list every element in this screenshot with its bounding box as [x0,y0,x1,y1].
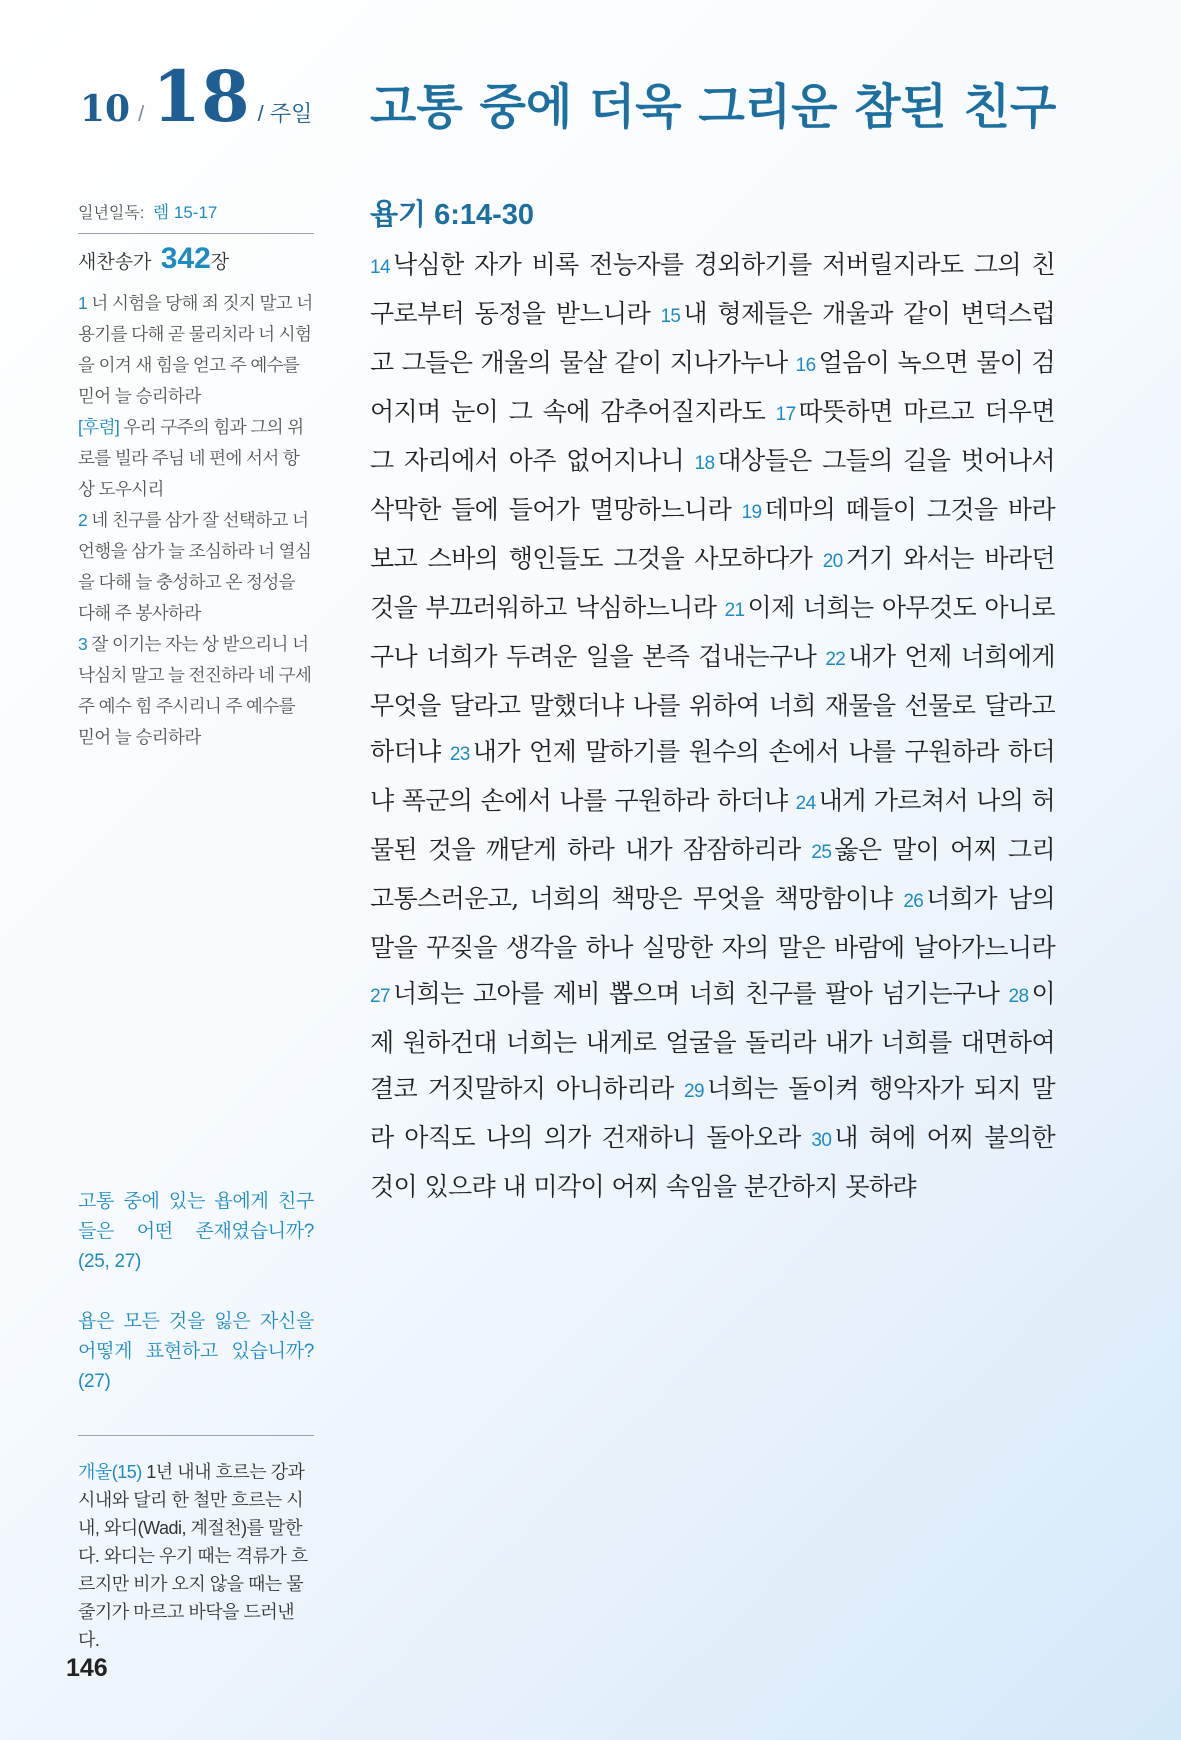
hymn-suffix: 장 [210,252,230,273]
divider [78,233,314,234]
hymn-verse [78,412,314,505]
verse-text: 내가 언제 말하기를 원수의 손에서 나를 구원하라 하더냐 폭군의 손에서 나를 구원하라 하더냐 [370,737,1056,815]
date-month: 10 [80,88,131,130]
hymn-verse-text: 잘 이기는 자는 상 받으리니 너 낙심치 말고 늘 전진하라 네 구세주 예수 힘 주시리니 주 예수를 믿어 늘 승리하라 [78,634,312,747]
verse-number: 30 [811,1130,832,1151]
hymn-label: 새찬송가 [78,252,152,273]
verse-text: 거기 와서는 바라던 것을 부끄러워하고 낙심하느니라 [370,544,1055,622]
verse-text: 이제 원하건대 너희는 내게로 얼굴을 돌리라 내가 너희를 대면하여 결코 거짓말하지 아니하리라 [370,979,1055,1103]
date-heading [80,55,313,138]
footnote [78,1458,314,1654]
page-title: 고통 중에 더욱 그리운 참된 친구 [370,79,1057,135]
verse-text: 얼음이 녹으면 물이 검어지며 눈이 그 속에 감추어질지라도 [370,348,1055,426]
verse-number: 26 [903,891,924,912]
scripture-passage [370,242,1055,1210]
verse-number: 27 [370,986,390,1007]
hymn-heading [78,242,229,276]
verse-text: 내가 언제 너희에게 무엇을 달라고 말했더냐 나를 위하여 너희 재물을 선물로 달라고 하더냐 [370,642,1055,766]
verse-number: 16 [795,355,816,376]
date-day-of-week: / 주일 [257,101,313,126]
verse-number: 17 [775,404,796,425]
verse-text: 내 혀에 어찌 불의한 것이 있으랴 내 미각이 어찌 속임을 분간하지 못하랴 [370,1123,1055,1201]
question-2: 욥은 모든 것을 잃은 자신을 어떻게 표현하고 있습니까? (27) [78,1311,314,1392]
verse-text: 데마의 떼들이 그것을 바라보고 스바의 행인들도 그것을 사모하다가 [370,495,1055,573]
date-day: 18 [152,55,250,138]
hymn-verse-text: 네 친구를 삼가 잘 선택하고 너 언행을 삼가 늘 조심하라 너 열심을 다해 늘 충성하고 온 정성을 다해 주 봉사하라 [78,510,312,623]
verse-number: 15 [660,306,681,327]
verse-text: 너희는 돌이켜 행악자가 되지 말라 아직도 나의 의가 건재하니 돌아오라 [370,1074,1055,1152]
verse-number: 18 [694,453,715,474]
verse-text: 너희는 고아를 제비 뽑으며 너희 친구를 팔아 넘기는구나 [392,979,1009,1008]
divider [78,1435,314,1436]
verse-number: 20 [822,551,843,572]
hymn-verse-number: 2 [78,510,88,530]
verse-text: 너희가 남의 말을 꾸짖을 생각을 하나 실망한 자의 말은 바람에 날아가느니라 [370,884,1055,962]
verse-text: 따뜻하면 마르고 더우면 그 자리에서 아주 없어지나니 [370,397,1055,475]
verse-number: 29 [684,1081,704,1102]
verse-number: 14 [370,257,390,278]
date-separator: / [138,101,145,126]
question-1: 고통 중에 있는 욥에게 친구들은 어떤 존재였습니까? (25, 27) [78,1191,314,1272]
verse-number: 19 [741,502,762,523]
hymn-verse-text: 우리 구주의 힘과 그의 위로를 빌라 주님 네 편에 서서 항상 도우시리 [78,417,304,499]
hymn-verse [78,505,314,629]
page-number: 146 [66,1654,108,1682]
yearly-reading-ref: 렘 15-17 [152,203,218,222]
verse-text: 내 형제들은 개울과 같이 변덕스럽고 그들은 개울의 물살 같이 지나가누나 [370,299,1055,377]
hymn-verse-number: [후렴] [78,417,120,437]
hymn-verse [78,288,314,412]
hymn-number: 342 [160,242,211,275]
verse-text: 대상들은 그들의 길을 벗어나서 삭막한 들에 들어가 멸망하느니라 [370,446,1055,524]
reflection-questions [78,1187,314,1427]
verse-number: 21 [724,600,745,621]
hymn-verse-text: 너 시험을 당해 죄 짓지 말고 너 용기를 다해 곧 물리치라 너 시험을 이겨 새 힘을 얻고 주 예수를 믿어 늘 승리하라 [78,293,313,406]
verse-text: 옳은 말이 어찌 그리 고통스러운고, 너희의 책망은 무엇을 책망함이냐 [370,835,1055,913]
verse-text: 이제 너희는 아무것도 아니로구나 너희가 두려운 일을 본즉 겁내는구나 [370,593,1055,671]
verse-text: 낙심한 자가 비록 전능자를 경외하기를 저버릴지라도 그의 친구로부터 동정을 받느니라 [370,250,1055,328]
hymn-verses [78,288,314,753]
verse-text: 내게 가르쳐서 나의 허물된 것을 깨닫게 하라 내가 잠잠하리라 [370,786,1055,864]
hymn-verse [78,629,314,753]
verse-number: 25 [811,842,832,863]
verse-number: 28 [1008,986,1029,1007]
hymn-verse-number: 3 [78,634,88,654]
verse-number: 24 [795,793,816,814]
verse-number: 23 [449,744,470,765]
yearly-reading [78,198,217,223]
footnote-term: 개울(15) [78,1462,142,1482]
hymn-verse-number: 1 [78,293,88,313]
verse-number: 22 [825,649,846,670]
yearly-reading-label: 일년일독: [78,205,145,222]
passage-reference: 욥기 6:14-30 [370,199,535,231]
footnote-text: 1년 내내 흐르는 강과 시내와 달리 한 철만 흐르는 시내, 와디(Wadi, 계절천)를 말한다. 와디는 우기 때는 격류가 흐르지만 비가 오지 않을 때는 물줄기가 마르고 바닥을 드러낸다. [78,1462,308,1650]
